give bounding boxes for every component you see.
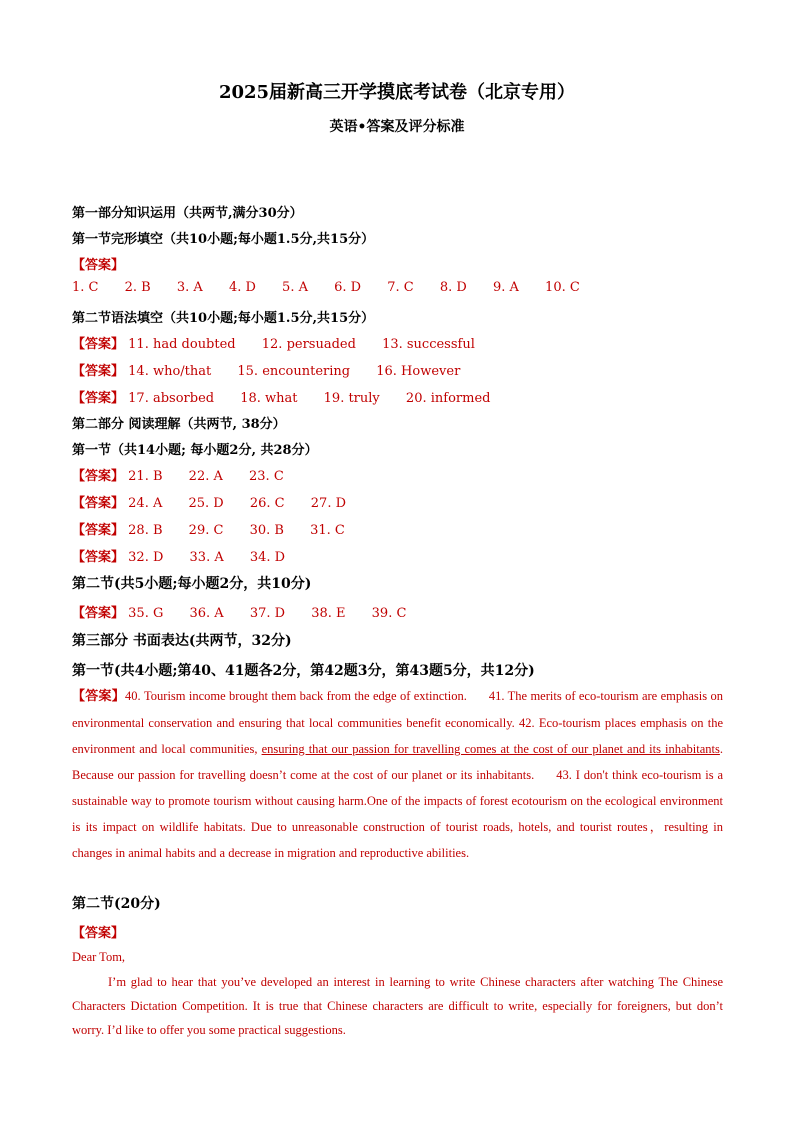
answer-item: 15. encountering bbox=[237, 364, 351, 379]
answer-item: 3. A bbox=[176, 280, 203, 295]
answer-item: 30. B bbox=[249, 523, 284, 538]
answer-43: 43. I don't think eco-tourism is a sustainable way to promote tourism without causing harm.One of the impacts of forest ecotourism on the ecological environment is its impact on wildlife habitats. Due to unreasonable construction of tourist roads, hotels, and tourist routes，resulting in changes in animal habits and a decrease in migration and reproductive abilities. bbox=[72, 768, 723, 860]
answer-item: 11. had doubted bbox=[128, 337, 236, 352]
answer-item: 39. C bbox=[371, 606, 407, 621]
answer-item: 1. C bbox=[72, 280, 99, 295]
part2-sec1-heading: 第一节（共14小题; 每小题2分, 共28分） bbox=[72, 443, 318, 458]
letter-body: I’m glad to hear that you’ve developed an interest in learning to write Chinese characters after watching The Chinese Characters Dictation Competition. It is true that Chinese characters are difficult to write, especially for foreigners, but don’t worry. I’d like to offer you some practical suggestions. bbox=[72, 975, 723, 1037]
reading-answers-row: 【答案】 24. A 25. D 26. C 27. D bbox=[72, 496, 347, 511]
answer-item: 8. D bbox=[439, 280, 467, 295]
grammar-answers-row: 【答案】 17. absorbed 18. what 19. truly 20. informed bbox=[72, 391, 491, 406]
answer-item: 38. E bbox=[311, 606, 346, 621]
seven-choice-answers-row: 【答案】 35. G 36. A 37. D 38. E 39. C bbox=[72, 606, 407, 621]
part1-sec2-heading: 第二节语法填空（共10小题;每小题1.5分,共15分） bbox=[72, 311, 375, 326]
answer-item: 29. C bbox=[188, 523, 224, 538]
part3-sec2-heading: 第二节(20分) bbox=[72, 896, 161, 912]
answer-item: 27. D bbox=[310, 496, 347, 511]
reading-answers-row: 【答案】 32. D 33. A 34. D bbox=[72, 550, 286, 565]
part1-sec1-heading: 第一节完形填空（共10小题;每小题1.5分,共15分） bbox=[72, 232, 375, 247]
page-title: 2025届新高三开学摸底考试卷（北京专用） bbox=[218, 82, 576, 103]
answer-item: 6. D bbox=[334, 280, 362, 295]
answer-40: 40. Tourism income brought them back from the edge of extinction. bbox=[125, 689, 467, 703]
answer-item: 21. B bbox=[128, 469, 163, 484]
reading-answers-row: 【答案】 28. B 29. C 30. B 31. C bbox=[72, 523, 345, 538]
grammar-answers-row: 【答案】 11. had doubted 12. persuaded 13. successful bbox=[72, 337, 475, 352]
cloze-answers-row bbox=[72, 280, 580, 295]
answer-item: 32. D bbox=[128, 550, 164, 565]
part1-heading: 第一部分知识运用（共两节,满分30分） bbox=[72, 206, 303, 221]
answer-item: 36. A bbox=[189, 606, 224, 621]
answer-42-end: . Because our passion for travelling doesn’t come at the cost of our planet or its inhabitants. bbox=[72, 742, 724, 782]
answer-item: 5. A bbox=[282, 280, 308, 295]
part2-heading: 第二部分 阅读理解（共两节, 38分） bbox=[72, 417, 286, 432]
answer-item: 20. informed bbox=[405, 391, 491, 406]
answer-item: 31. C bbox=[310, 523, 345, 538]
answer-item: 37. D bbox=[249, 606, 286, 621]
answer-item: 22. A bbox=[188, 469, 223, 484]
letter-greeting: Dear Tom, bbox=[72, 950, 126, 964]
short-answer-paragraph: 【答案】40. Tourism income brought them back from the edge of extinction. 41. The merits of eco-tourism are emphasis on environmental conservation and ensuring that local communities benefit economically. 42. Eco-tourism places emphasis on the environment and local communities, ensuring that our passion for travelling comes at the cost of our planet and its inhabitants. Because our passion for travelling doesn’t come at the cost of our planet or its inhabitants. 43. I don't think eco-tourism is a sustainable way to promote tourism without causing harm.One of the impacts of forest ecotourism on the ecological environment is its impact on wildlife habitats. Due to unreasonable construction of tourist roads, hotels, and tourist routes，resulting in changes in animal habits and a decrease in migration and reproductive abilities. bbox=[72, 689, 724, 860]
answer-item: 34. D bbox=[249, 550, 286, 565]
answer-item: 26. C bbox=[249, 496, 285, 511]
answer-item: 2. B bbox=[124, 280, 151, 295]
answer-item: 19. truly bbox=[323, 391, 380, 406]
answer-item: 4. D bbox=[228, 280, 256, 295]
answer-item: 28. B bbox=[128, 523, 163, 538]
answer-item: 12. persuaded bbox=[261, 337, 356, 352]
answer-item: 17. absorbed bbox=[128, 391, 215, 406]
answer-tag: 【答案】 bbox=[72, 926, 125, 941]
answer-item: 14. who/that bbox=[128, 364, 212, 379]
answer-41: 41. The merits of eco-tourism are emphasis on environmental conservation and ensuring that local communities benefit economically. bbox=[72, 689, 723, 730]
grammar-answers-row: 【答案】 14. who/that 15. encountering 16. However bbox=[72, 364, 461, 379]
answer-item: 33. A bbox=[189, 550, 224, 565]
answer-item: 24. A bbox=[128, 496, 163, 511]
part3-heading: 第三部分 书面表达(共两节，32分) bbox=[72, 633, 292, 649]
answer-item: 25. D bbox=[188, 496, 224, 511]
answer-item: 23. C bbox=[249, 469, 284, 484]
answer-item: 35. G bbox=[128, 606, 164, 621]
answer-item: 16. However bbox=[376, 364, 461, 379]
answer-item: 18. what bbox=[240, 391, 298, 406]
answer-item: 13. successful bbox=[382, 337, 475, 352]
part2-sec2-heading: 第二节(共5小题;每小题2分，共10分) bbox=[72, 576, 312, 592]
answer-item: 7. C bbox=[387, 280, 414, 295]
part3-sec1-heading: 第一节(共4小题;第40、41题各2分，第42题3分，第43题5分，共12分) bbox=[72, 663, 535, 679]
page-subtitle: 英语•答案及评分标准 bbox=[329, 119, 465, 135]
answer-tag: 【答案】 bbox=[72, 258, 125, 273]
answer-42-start: 42. Eco-tourism places emphasis on the environment and local communities, bbox=[72, 716, 723, 756]
answer-item: 10. C bbox=[545, 280, 580, 295]
reading-answers-row: 【答案】 21. B 22. A 23. C bbox=[72, 469, 284, 484]
answer-42-underlined: ensuring that our passion for travelling comes at the cost of our planet and its inhabitants bbox=[261, 742, 720, 756]
answer-item: 9. A bbox=[492, 280, 519, 295]
